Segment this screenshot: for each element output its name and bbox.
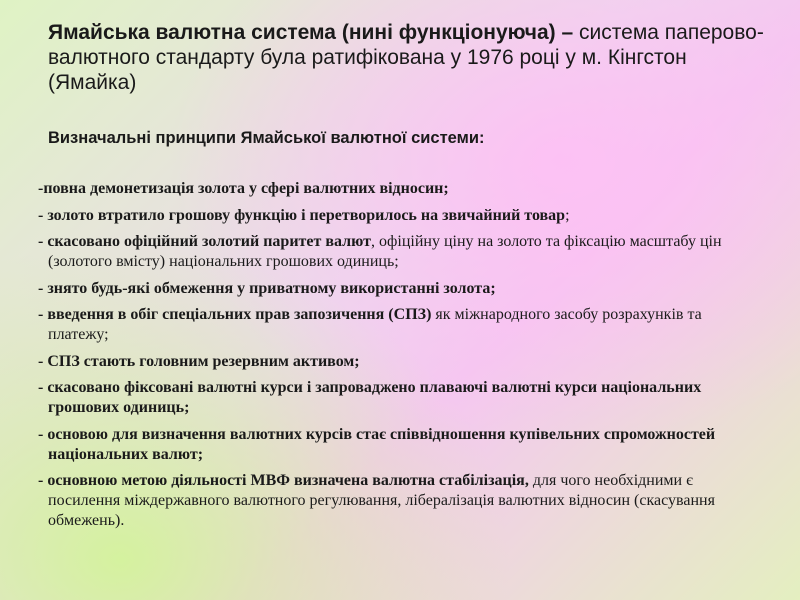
title-bold: Ямайська валютна система (нині функціонуюча) – xyxy=(48,21,580,44)
list-item: - основною метою діяльності МВФ визначена валютна стабілізація, для чого необхідними є посилення міждержавного валютного регулювання, лібералізація валютних відносин (скасування обмежень). xyxy=(38,472,715,529)
list-item: - основою для визначення валютних курсів стає співвідношення купівельних спроможностей національних валют; xyxy=(38,425,716,463)
list-item: - скасовано офіційний золотий паритет валют, офіційну ціну на золото та фіксацію масштабу цін (золотого вмісту) національних грошових одиниць; xyxy=(38,233,722,270)
principles-list xyxy=(38,179,763,538)
list-item: -повна демонетизація золота у сфері валютних відносин; xyxy=(38,180,449,197)
list-item: - скасовано фіксовані валютні курси і запроваджено плаваючі валютні курси національних грошових одиниць; xyxy=(38,379,702,416)
list-item: - знято будь-які обмеження у приватному використанні золота; xyxy=(38,279,496,297)
list-item: - СПЗ стають головним резервним активом; xyxy=(38,352,360,370)
list-item: - золото втратило грошову функцію і перетворилось на звичайний товар; xyxy=(38,206,570,224)
title-rest: система паперово-валютного стандарту була ратифікована у 1976 році у м. Кінгстон (Ямайка) xyxy=(48,21,764,94)
principles-heading: Визначальні принципи Ямайської валютної системи: xyxy=(48,129,485,147)
list-item: - введення в обіг спеціальних прав запозичення (СПЗ) як міжнародного засобу розрахунків та платежу; xyxy=(38,306,702,343)
slide-title xyxy=(48,20,768,95)
